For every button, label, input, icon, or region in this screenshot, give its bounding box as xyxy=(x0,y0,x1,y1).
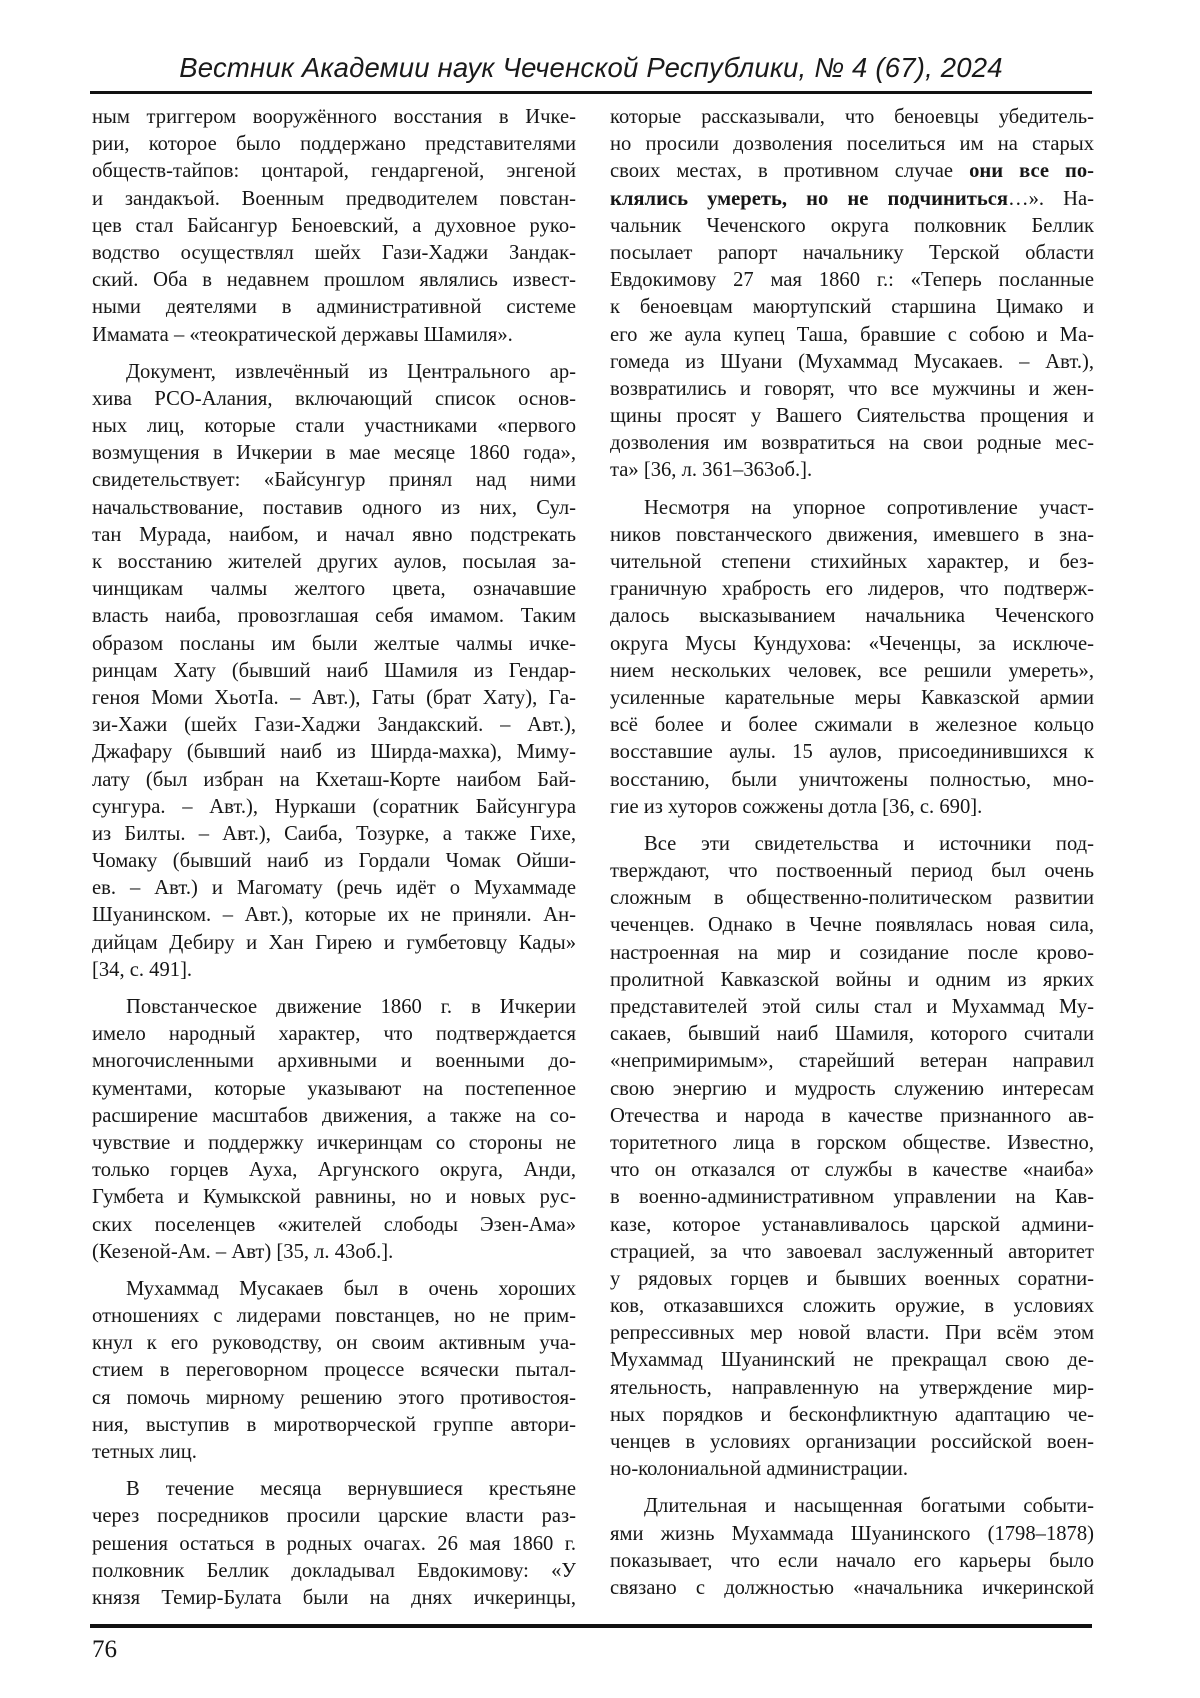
text-line: ным триггером вооружённого восстания в Ичке- xyxy=(92,106,576,128)
text-line: цев стал Байсангур Беноевский, а духовное руко- xyxy=(92,214,576,237)
text-line: Мухаммад Шуанинский не прекращал свою де- xyxy=(610,1349,1094,1372)
text-line: образом посланы им были желтые чалмы ичке- xyxy=(92,632,576,655)
text-line: кументами, которые указывают на постепенное xyxy=(92,1077,576,1100)
text-line: своих местах, в противном случае они все по- xyxy=(610,160,1094,183)
text-line: ся помочь мирному решению этого противостоя- xyxy=(92,1386,576,1409)
text-line: Евдокимову 27 мая 1860 г.: «Теперь посланные xyxy=(610,269,1094,292)
text-line: щины просят у Вашего Сиятельства прощения и xyxy=(610,405,1094,428)
text-line: и зандакъой. Военным предводителем повстан- xyxy=(92,187,576,210)
text-line: показывает, что если начало его карьеры было xyxy=(610,1549,1094,1572)
text-line: чительной степени стихийных характер, и без- xyxy=(610,551,1094,573)
text-line: ятельность, направленную на утверждение мир- xyxy=(610,1376,1094,1399)
text-line: (Кезеной-Ам. – Авт) [35, л. 43об.]. xyxy=(92,1240,394,1263)
text-line: сакаев, бывший наиб Шамиля, которого считали xyxy=(610,1023,1094,1046)
text-line: свою энергию и мудрость служению интересам xyxy=(610,1077,1094,1100)
text-line: полковник Беллик докладывал Евдокимову: «У xyxy=(92,1559,576,1582)
text-line: восставшие аулы. 15 аулов, присоединившихся к xyxy=(610,741,1094,764)
text-line: ников повстанческого движения, имевшего в зна- xyxy=(610,523,1094,546)
text-line: усиленные карательные меры Кавказской армии xyxy=(610,686,1094,709)
text-line: чеченцев. Однако в Чечне появлялась новая сила, xyxy=(610,914,1094,937)
text-line: граничную храбрость его лидеров, что подтверж- xyxy=(610,578,1094,601)
text-line: только горцев Ауха, Аргунского округа, Анди, xyxy=(92,1159,576,1182)
text-line: Длительная и насыщенная богатыми событи- xyxy=(644,1495,1094,1518)
text-line: страцией, за что завоевал заслуженный авторитет xyxy=(610,1240,1094,1263)
text-line: имело народный характер, что подтверждается xyxy=(92,1023,576,1046)
text-line: ченцев в условиях организации российской воен- xyxy=(610,1431,1094,1453)
footer-rule xyxy=(90,1624,1092,1628)
text-line: посылает рапорт начальнику Терской области xyxy=(610,241,1094,264)
text-line: [34, с. 491]. xyxy=(92,958,193,981)
right-column xyxy=(610,104,1094,1614)
text-line: власть наиба, провозглашая себя имамом. Таким xyxy=(92,605,576,628)
text-line: многочисленными архивными и военными до- xyxy=(92,1050,576,1073)
text-line: отношениях с лидерами повстанцев, но не прим- xyxy=(92,1305,576,1328)
text-line: возвратились и говорят, что все мужчины и жен- xyxy=(610,377,1094,400)
text-line: ских поселенцев «жителей слободы Эзен-Ама» xyxy=(92,1213,576,1236)
text-line: ков, отказавшихся сложить оружие, в условиях xyxy=(610,1295,1094,1318)
text-line: представителей этой силы стал и Мухаммад Му- xyxy=(610,996,1094,1018)
text-line: тан Мурада, наибом, и начал явно подстрекать xyxy=(92,523,576,546)
text-line: та» [36, л. 361–363об.]. xyxy=(610,459,813,482)
text-line: Повстанческое движение 1860 г. в Ичкерии xyxy=(126,996,576,1018)
text-line: из Билты. – Авт.), Саиба, Тозурке, а также Гихе, xyxy=(92,822,576,845)
text-line: Все эти свидетельства и источники под- xyxy=(644,832,1094,855)
text-line: Документ, извлечённый из Центрального ар- xyxy=(126,360,576,383)
text-line: ринцам Хату (бывший наиб Шамиля из Гендар- xyxy=(92,659,576,682)
text-line: в военно-административном управлении на Кав- xyxy=(610,1186,1094,1209)
text-line: зи-Хажи (шейх Гази-Хаджи Зандакский. – Авт.), xyxy=(92,714,576,737)
text-line: Шуанинском. – Авт.), которые их не приняли. Ан- xyxy=(92,904,576,927)
text-line: водство осуществлял шейх Гази-Хаджи Зандак- xyxy=(92,241,576,264)
text-line: настроенная на мир и созидание после крово- xyxy=(610,941,1094,964)
text-line: Джафару (бывший наиб из Ширда-махка), Миму- xyxy=(92,741,576,764)
bold-quote: они все по- xyxy=(969,160,1094,183)
text-line: репрессивных мер новой власти. При всём этом xyxy=(610,1322,1094,1345)
text-line: Имамата – «теократической державы Шамиля». xyxy=(92,323,513,346)
text-line: далось высказыванием начальника Чеченского xyxy=(610,605,1094,628)
text-line: которые рассказывали, что беноевцы убедитель- xyxy=(610,106,1094,128)
text-line: начальствование, поставив одного из них, Сул- xyxy=(92,496,576,519)
text-line: обществ-тайпов: цонтарой, гендаргеной, энгеной xyxy=(92,160,576,183)
text-line: к беноевцам маюртупский старшина Цимако и xyxy=(610,296,1094,319)
text-line: тетных лиц. xyxy=(92,1441,197,1463)
text-line: Несмотря на упорное сопротивление участ- xyxy=(644,496,1094,519)
text-line: ными деятелями в административной системе xyxy=(92,296,576,319)
text-line: лату (был избран на Кхеташ-Корте наибом Бай- xyxy=(92,768,576,791)
text-line: дозволения им возвратиться на свои родные мес- xyxy=(610,432,1094,455)
left-column xyxy=(92,104,576,1614)
text-line: через посредников просили царские власти раз- xyxy=(92,1505,576,1528)
text-line: но-колониальной администрации. xyxy=(610,1458,909,1481)
text-line: чувствие и поддержку ичкеринцам со стороны не xyxy=(92,1131,576,1154)
text-line: дийцам Дебиру и Хан Гирею и гумбетовцу Кады» xyxy=(92,931,576,954)
text-line: гомеда из Шуани (Мухаммад Мусакаев. – Авт.), xyxy=(610,350,1094,373)
text-line: геноя Моми ХьотIа. – Авт.), Гаты (брат Хату), Га- xyxy=(92,686,576,709)
text-line: всё более и более сжимали в железное кольцо xyxy=(610,714,1094,737)
page-number: 76 xyxy=(92,1636,117,1663)
text-line: В течение месяца вернувшиеся крестьяне xyxy=(126,1478,576,1501)
text-line: казе, которое устанавливалось царской админи- xyxy=(610,1213,1094,1236)
text-line: сунгура. – Авт.), Нуркаши (соратник Байсунгура xyxy=(92,795,576,818)
text-line: ных порядков и бесконфликтную адаптацию че- xyxy=(610,1403,1094,1426)
text-line: хива РСО-Алания, включающий список основ- xyxy=(92,387,576,410)
text-line: чальник Чеченского округа полковник Беллик xyxy=(610,214,1094,237)
text-line: ями жизнь Мухаммада Шуанинского (1798–1878) xyxy=(610,1522,1094,1545)
text-line: возмущения в Ичкерии в мае месяце 1860 года», xyxy=(92,442,576,465)
text-line: что он отказался от службы в качестве «наиба» xyxy=(610,1159,1094,1182)
text-line: восстанию, были уничтожены полностью, мно- xyxy=(610,768,1094,791)
text-line: кнул к его руководству, он своим активным уча- xyxy=(92,1332,576,1355)
text-line: решения остаться в родных очагах. 26 мая 1860 г. xyxy=(92,1532,576,1555)
text-line: стием в переговорном процессе всячески пытал- xyxy=(92,1359,576,1382)
text-line: округа Мусы Кундухова: «Чеченцы, за исключе- xyxy=(610,632,1094,655)
text-line: гие из хуторов сожжены дотла [36, с. 690]. xyxy=(610,795,983,818)
text-line: ев. – Авт.) и Магомату (речь идёт о Мухаммаде xyxy=(92,877,576,900)
running-head: Вестник Академии наук Чеченской Республики, № 4 (67), 2024 xyxy=(179,52,1003,83)
text-line: нием нескольких человек, все решили умереть», xyxy=(610,659,1094,682)
text-line: рии, которое было поддержано представителями xyxy=(92,133,576,156)
text-line: ский. Оба в недавнем прошлом являлись извест- xyxy=(92,269,576,292)
text-line: Гумбета и Кумыкской равнины, но и новых рус- xyxy=(92,1186,576,1209)
text-line: его же аула купец Таша, бравшие с собою и Ма- xyxy=(610,323,1094,346)
text-line: сложным в общественно-политическом развитии xyxy=(610,887,1094,910)
text-line: ных лиц, которые стали участниками «первого xyxy=(92,415,576,438)
text-line: князя Темир-Булата были на днях ичкеринцы, xyxy=(92,1586,576,1609)
text-line: чинщикам чалмы желтого цвета, означавшие xyxy=(92,578,576,601)
text-line: «непримиримым», старейший ветеран направил xyxy=(610,1050,1094,1073)
bold-quote: клялись умереть, но не подчиниться xyxy=(610,187,1008,210)
text-line: Чомаку (бывший наиб из Гордали Чомак Ойши- xyxy=(92,850,576,873)
text-line: Отечества и народа в качестве признанного ав- xyxy=(610,1104,1094,1127)
text-line: Мухаммад Мусакаев был в очень хороших xyxy=(126,1277,576,1300)
text-line: ния, выступив в миротворческой группе автори- xyxy=(92,1413,576,1436)
text-line: у рядовых горцев и бывших военных соратни- xyxy=(610,1267,1094,1290)
header-rule xyxy=(90,91,1092,94)
text-line: пролитной Кавказской войны и одним из ярких xyxy=(610,968,1094,991)
text-line: расширение масштабов движения, а также на со- xyxy=(92,1104,576,1127)
text-line: к восстанию жителей других аулов, посылая за- xyxy=(92,551,576,573)
text-line: связано с должностью «начальника ичкеринской xyxy=(610,1576,1094,1599)
text-line: торитетного лица в горском обществе. Известно, xyxy=(610,1131,1094,1154)
text-line: но просили дозволения поселиться им на старых xyxy=(610,133,1094,156)
text-line: тверждают, что поствоенный период был очень xyxy=(610,860,1094,883)
text-line: свидетельствует: «Байсунгур принял над ними xyxy=(92,469,576,492)
text-line: клялись умереть, но не подчиниться…». На- xyxy=(610,187,1094,210)
